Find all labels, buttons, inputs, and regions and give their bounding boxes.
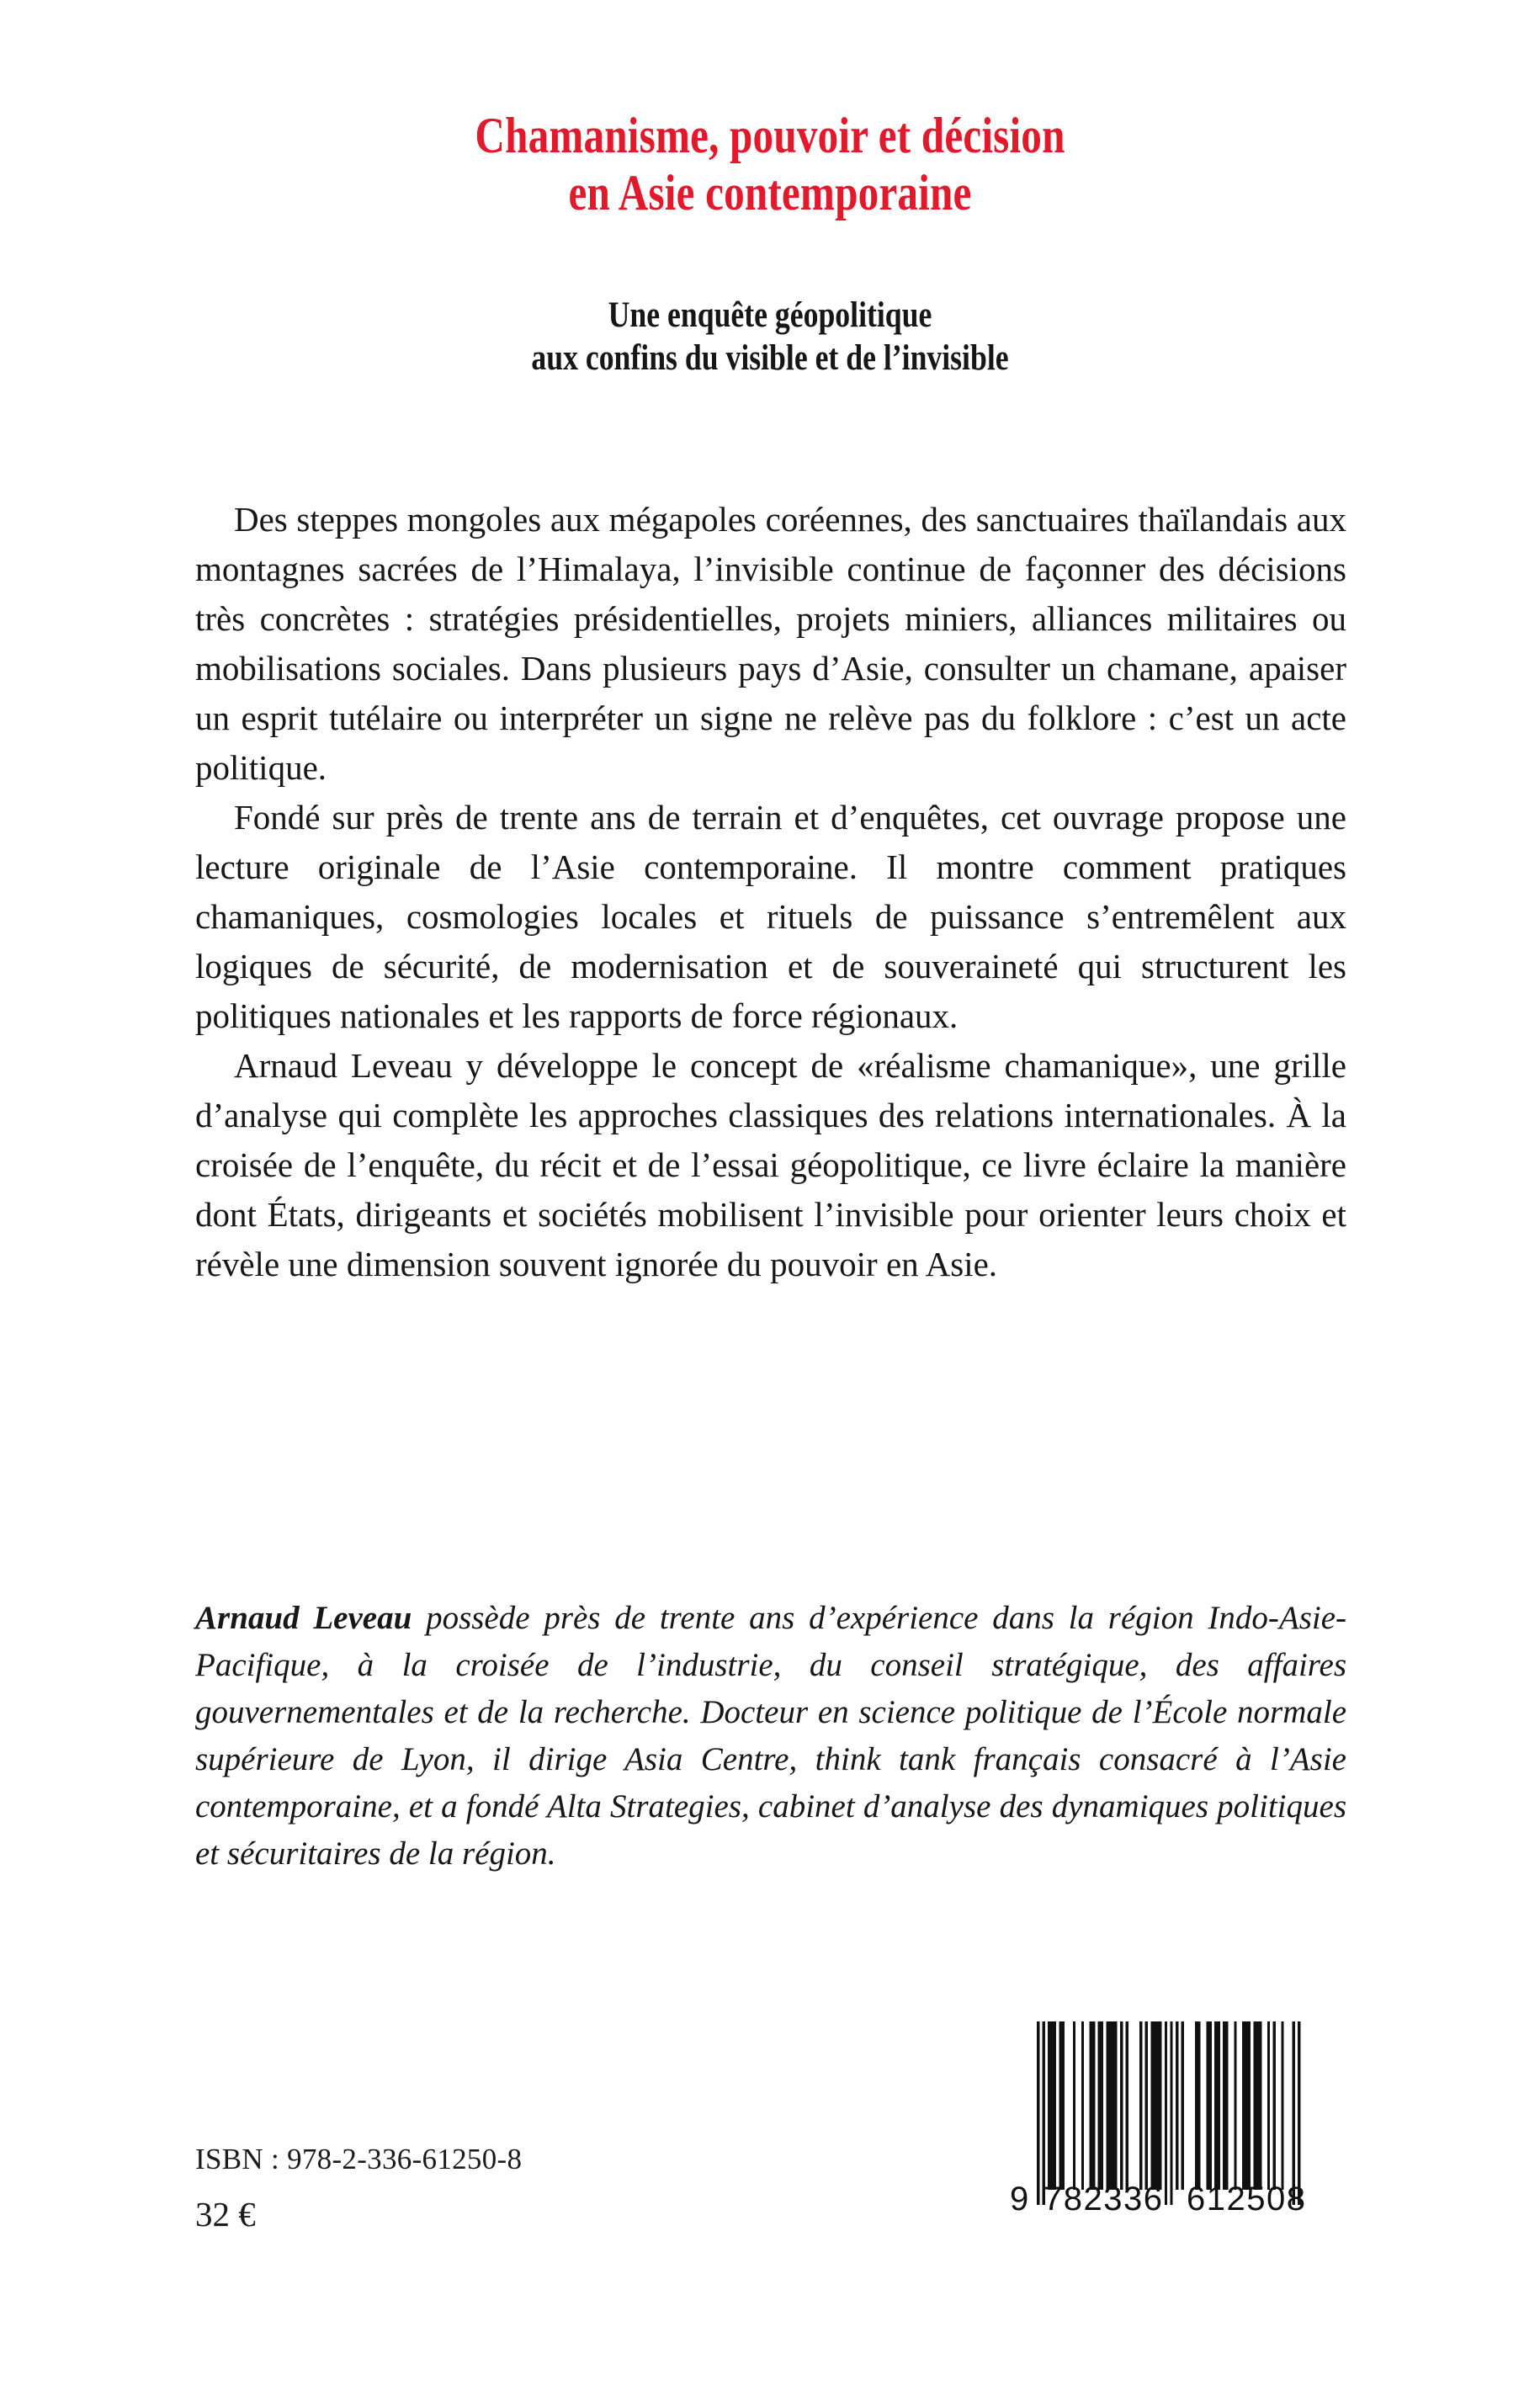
barcode-svg	[1003, 2016, 1335, 2217]
barcode-digits-left: 782336	[1043, 2180, 1164, 2217]
author-bio-text: possède près de trente ans d’expérience dans la région Indo-Asie-Pacifique, à la croisée de l’industrie, du conseil stratégique, des affaires gouvernementales et de la recherche. Docteur en science politique de l’École normale supérieure de Lyon, il dirige Asia Centre, think tank français consacré à l’Asie contemporaine, et a fondé Alta Strategies, cabinet d’analyse des dynamiques politiques et sécuritaires de la région.	[195, 1600, 1347, 1872]
author-bio-paragraph	[195, 1595, 1346, 1878]
back-cover-blurb	[195, 495, 1346, 1289]
book-subtitle-line-1: Une enquête géopolitique	[608, 295, 932, 335]
author-bio	[195, 1595, 1346, 1878]
book-title	[0, 108, 1540, 222]
book-title-line-1: Chamanisme, pouvoir et décision	[475, 108, 1065, 163]
book-title-line-2: en Asie contemporaine	[568, 164, 972, 220]
isbn-text: ISBN : 978-2-336-61250-8	[195, 2143, 523, 2175]
barcode-digits-right: 612508	[1187, 2180, 1307, 2217]
barcode-digit-leading: 9	[1010, 2180, 1029, 2217]
price-text: 32 €	[195, 2195, 256, 2234]
book-subtitle-line-2: aux confins du visible et de l’invisible	[531, 337, 1009, 378]
author-name: Arnaud Leveau	[195, 1600, 412, 1636]
blurb-paragraph-1: Des steppes mongoles aux mégapoles coréennes, des sanctuaires thaïlandais aux montagnes sacrées de l’Himalaya, l’invisible continue de façonner des décisions très concrètes : stratégies présidentielles, projets miniers, alliances militaires ou mobilisations sociales. Dans plusieurs pays d’Asie, consulter un chamane, apaiser un esprit tutélaire ou interpréter un signe ne relève pas du folklore : c’est un acte politique.	[195, 500, 1346, 787]
blurb-paragraph-3: Arnaud Leveau y développe le concept de «réalisme chamanique», une grille d’analyse qui complète les approches classiques des relations internationales. À la croisée de l’enquête, du récit et de l’essai géopolitique, ce livre éclaire la manière dont États, dirigeants et sociétés mobilisent l’invisible pour orienter leurs choix et révèle une dimension souvent ignorée du pouvoir en Asie.	[195, 1046, 1346, 1283]
blurb-paragraph-2: Fondé sur près de trente ans de terrain et d’enquêtes, cet ouvrage propose une lecture originale de l’Asie contemporaine. Il montre comment pratiques chamaniques, cosmologies locales et rituels de puissance s’entremêlent aux logiques de sécurité, de modernisation et de souveraineté qui structurent les politiques nationales et les rapports de force régionaux.	[195, 798, 1346, 1035]
book-subtitle	[0, 295, 1540, 380]
isbn-barcode	[1003, 2016, 1335, 2217]
isbn-price-block	[195, 2141, 522, 2239]
